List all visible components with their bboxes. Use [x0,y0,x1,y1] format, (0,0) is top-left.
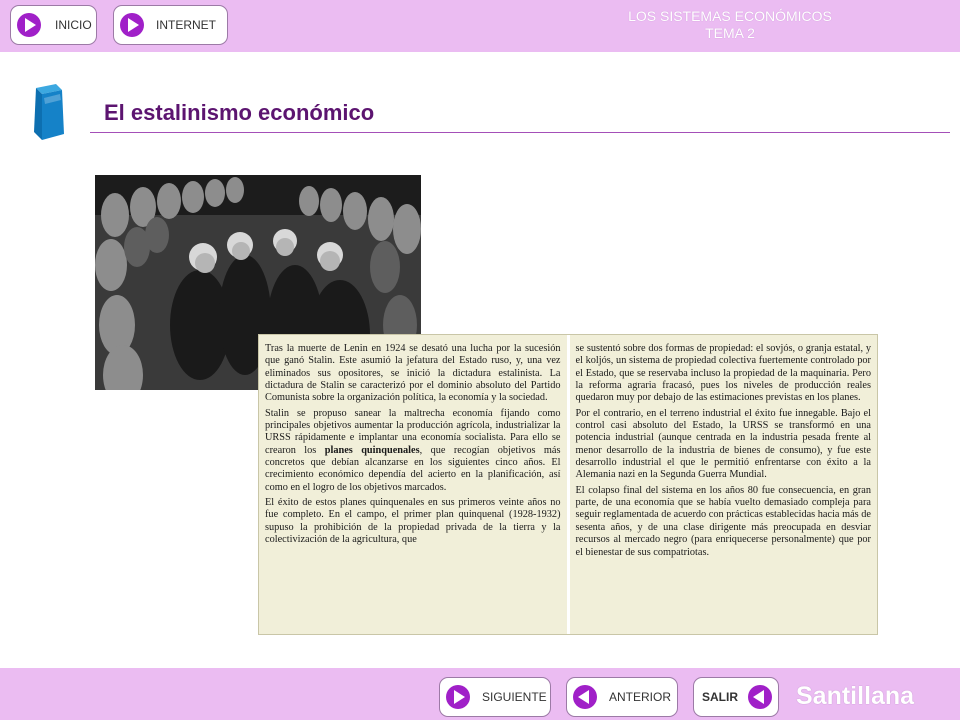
brand-logo: Santillana [796,682,915,710]
internet-label: INTERNET [156,18,216,32]
back-arrow-icon [573,685,597,709]
page-title: El estalinismo económico [104,100,375,125]
siguiente-button[interactable] [439,677,551,717]
salir-label: SALIR [702,690,738,704]
anterior-button[interactable] [566,677,678,717]
text-excerpt-panel [258,334,878,635]
play-arrow-icon [446,685,470,709]
paragraph: El éxito de estos planes quinquenales en sus primeros veinte años no fue completo. En el campo, el primer plan quinquenal (1928-1932) supuso la prohibición de la propiedad privada de la tierra y la colectivización de la agricultura, que [265,497,561,546]
book-icon [30,84,66,140]
paragraph: El colapso final del sistema en los años 80 fue consecuencia, en gran parte, de una economía que se había vuelto demasiado compleja para seguir reglamentada de acuerdo con prácticas establecidas hacia más de sesenta años, y de una clase dirigente más preocupada en desviar recursos al mercado negro (para enriquecerse personalmente) que por el bienestar de sus compatriotas. [575,484,871,558]
text-column-right [570,335,878,634]
paragraph [265,408,561,494]
inicio-label: INICIO [55,18,92,32]
highlight-term: planes quinquenales [324,444,420,456]
paragraph: se sustentó sobre dos formas de propiedad: el sovjós, o granja estatal, y el koljós, un sistema de propiedad colectiva fuertemente controlado por el Estado, que se reservaba incluso la propiedad de la maquinaria. Pero la reforma agraria fracasó, pues los niveles de producción reales quedaron muy por debajo de las estimaciones previstas en los planes. [575,343,871,404]
play-arrow-icon [17,13,41,37]
unit-title [590,8,870,42]
unit-title-line1: LOS SISTEMAS ECONÓMICOS [628,8,832,24]
paragraph: Tras la muerte de Lenin en 1924 se desató una lucha por la sucesión que ganó Stalin. Este asumió la jefatura del Estado ruso, y, una vez eliminados sus opositores, se inició la dictadura estalinista. La dictadura de Stalin se caracterizó por el dominio absoluto del Partido Comunista sobre la organización política, la economía y la sociedad. [265,343,561,404]
exit-arrow-icon [748,685,772,709]
unit-title-line2: TEMA 2 [705,25,755,41]
internet-button[interactable] [113,5,228,45]
text-column-left [259,335,567,634]
paragraph-text: , que recogían objetivos más concretos que debían alcanzarse en los siguientes cinco años. El crecimiento económico dependía del acierto en la planificación, así como en el logro de los objetivos marcados. [265,444,561,493]
anterior-label: ANTERIOR [609,690,672,704]
title-divider [90,132,950,133]
salir-button[interactable] [693,677,779,717]
top-bar [0,0,960,52]
paragraph: Por el contrario, en el terreno industrial el éxito fue innegable. Bajo el control casi absoluto del Estado, la URSS se transformó en una potencia industrial (aunque centrada en la industria pesada frente al menor desarrollo de la industria de bienes de consumo), y fue este desarrollo industrial el que le permitió enfrentarse con éxito a la Alemania nazi en la Segunda Guerra Mundial. [575,407,871,481]
inicio-button[interactable] [10,5,97,45]
play-arrow-icon [120,13,144,37]
paragraph-text: Stalin se propuso sanear la maltrecha economía fijando como principales objetivos aumentar la producción agrícola, industrializar la URSS rápidamente e implantar una economía socialista. Para ello se crearon los [265,407,561,456]
siguiente-label: SIGUIENTE [482,690,547,704]
